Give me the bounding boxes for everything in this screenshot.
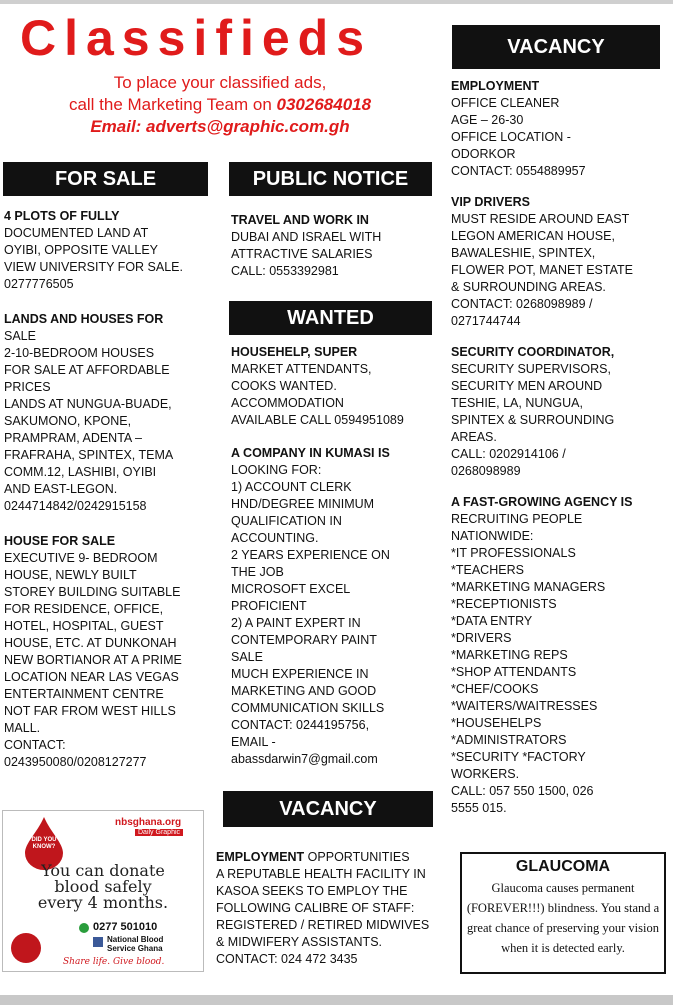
listing-title-rest: OPPORTUNITIES — [304, 850, 410, 864]
ad-org: National Blood Service Ghana — [107, 935, 164, 953]
contact-email-text: Email: adverts@graphic.com.gh — [90, 117, 350, 136]
listing-body: DOCUMENTED LAND AT OYIBI, OPPOSITE VALLEY VIEW UNIVERSITY FOR SALE. 0277776505 — [4, 226, 183, 291]
listing — [231, 344, 451, 429]
contact-block — [10, 72, 430, 138]
listing — [231, 212, 451, 280]
contact-line-2 — [10, 94, 430, 116]
listing-body: MUST RESIDE AROUND EAST LEGON AMERICAN HOUSE, BAWALESHIE, SPINTEX, FLOWER POT, MANET ESTATE & SURROUNDING AREAS. CONTACT: 0268098989 / 0271744744 — [451, 212, 633, 328]
header-wanted: WANTED — [229, 301, 432, 335]
top-rule — [0, 0, 673, 4]
ad-slogan: Share life. Give blood. — [63, 957, 165, 967]
listing-title: LANDS AND HOUSES FOR — [4, 312, 164, 326]
listing-title: VIP DRIVERS — [451, 195, 530, 209]
listing — [216, 849, 456, 968]
header-for-sale: FOR SALE — [3, 162, 208, 196]
page-title: Classifieds — [20, 10, 373, 66]
contact-phone: 0302684018 — [276, 95, 372, 114]
header-public-notice: PUBLIC NOTICE — [229, 162, 432, 196]
listing-title: TRAVEL AND WORK IN — [231, 213, 369, 227]
contact-prefix: call the Marketing Team on — [68, 95, 277, 114]
listing-body: EXECUTIVE 9- BEDROOM HOUSE, NEWLY BUILT STOREY BUILDING SUITABLE FOR RESIDENCE, OFFICE, HOTEL, HOSPITAL, GUEST HOUSE, ETC. AT DUNKONAH NEW BORTIANOR AT A PRIME LOCATION NEAR LAS VEGAS ENTERTAINMENT CENTRE NOT FAR FROM WEST HILLS MALL. CONTACT: 0243950080/0208127277 — [4, 551, 182, 769]
ad-site: nbsghana.org — [115, 817, 182, 828]
listing — [4, 311, 224, 515]
listing-title: A FAST-GROWING AGENCY IS — [451, 495, 633, 509]
ad-phone: 0277 501010 — [93, 921, 158, 933]
phone-icon — [79, 923, 89, 933]
listing-body: SECURITY SUPERVISORS, SECURITY MEN AROUND TESHIE, LA, NUNGUA, SPINTEX & SURROUNDING AREAS. CALL: 0202914106 / 0268098989 — [451, 362, 615, 478]
listing — [231, 445, 451, 768]
listing-body: SALE 2-10-BEDROOM HOUSES FOR SALE AT AFFORDABLE PRICES LANDS AT NUNGUA-BUADE, SAKUMONO, KPONE, PRAMPRAM, ADENTA – FRAFRAHA, SPINTEX, TEMA COMM.12, LASHIBI, OYIBI AND EAST-LEGON. 0244714842/0242915158 — [4, 329, 174, 513]
listing-title — [216, 850, 410, 864]
listing-body: A REPUTABLE HEALTH FACILITY IN KASOA SEEKS TO EMPLOY THE FOLLOWING CALIBRE OF STAFF: REGISTERED / RETIRED MIDWIVES & MIDWIFERY ASSISTANTS. CONTACT: 024 472 3435 — [216, 867, 430, 966]
header-vacancy-top: VACANCY — [452, 25, 660, 69]
listing-title: HOUSE FOR SALE — [4, 534, 116, 548]
for-sale-column — [4, 208, 224, 785]
listing — [451, 194, 671, 330]
listing — [451, 78, 671, 180]
listing-title: SECURITY COORDINATOR, — [451, 345, 615, 359]
listing-body: DUBAI AND ISRAEL WITH ATTRACTIVE SALARIES CALL: 0553392981 — [231, 230, 382, 278]
listing-body: LOOKING FOR: 1) ACCOUNT CLERK HND/DEGREE MINIMUM QUALIFICATION IN ACCOUNTING. 2 YEARS EXPERIENCE ON THE JOB MICROSOFT EXCEL PROFICIENT 2) A PAINT EXPERT IN CONTEMPORARY PAINT SALE MUCH EXPERIENCE IN MARKETING AND GOOD COMMUNICATION SKILLS CONTACT: 0244195756, EMAIL - abassdarwin7@gmail.com — [231, 463, 390, 766]
facebook-icon — [93, 937, 103, 947]
listing-title-bold: EMPLOYMENT — [216, 850, 305, 864]
listing — [4, 533, 224, 771]
blood-donation-ad — [2, 810, 204, 972]
bottom-rule — [0, 995, 673, 1005]
public-notice-column — [231, 212, 451, 294]
glaucoma-body: Glaucoma causes permanent (FOREVER!!!) blindness. You stand a great chance of preserving your vision when it is detected early. — [466, 881, 660, 955]
nbs-logo-icon — [11, 933, 41, 963]
header-vacancy-mid: VACANCY — [223, 791, 433, 827]
vacancy-mid-block — [216, 849, 456, 968]
drop-text: DID YOU KNOW? — [31, 837, 57, 850]
contact-email — [10, 116, 430, 138]
ad-headline: You can donate blood safely every 4 months. — [37, 861, 169, 912]
ad-tag: Daily Graphic — [135, 829, 183, 836]
listing-title: EMPLOYMENT — [451, 79, 540, 93]
contact-line-1: To place your classified ads, — [113, 73, 327, 92]
listing-body: RECRUITING PEOPLE NATIONWIDE: *IT PROFESSIONALS *TEACHERS *MARKETING MANAGERS *RECEPTIONISTS *DATA ENTRY *DRIVERS *MARKETING REPS *SHOP ATTENDANTS *CHEF/COOKS *WAITERS/WAITRESSES *HOUSEHELPS *ADMINISTRATORS *SECURITY *FACTORY WORKERS. CALL: 057 550 1500, 026 5555 015. — [451, 512, 606, 815]
glaucoma-notice — [460, 852, 666, 974]
listing — [4, 208, 224, 293]
listing-title: HOUSEHELP, SUPER — [231, 345, 358, 359]
listing-body: OFFICE CLEANER AGE – 26-30 OFFICE LOCATION - ODORKOR CONTACT: 0554889957 — [451, 96, 586, 178]
listing — [451, 344, 671, 480]
glaucoma-title: GLAUCOMA — [515, 858, 611, 875]
wanted-column — [231, 344, 451, 782]
listing-title: 4 PLOTS OF FULLY — [4, 209, 120, 223]
listing-title: A COMPANY IN KUMASI IS — [231, 446, 390, 460]
listing-body: MARKET ATTENDANTS, COOKS WANTED. ACCOMMODATION AVAILABLE CALL 0594951089 — [231, 362, 404, 427]
vacancy-column — [451, 78, 671, 831]
listing — [451, 494, 671, 817]
